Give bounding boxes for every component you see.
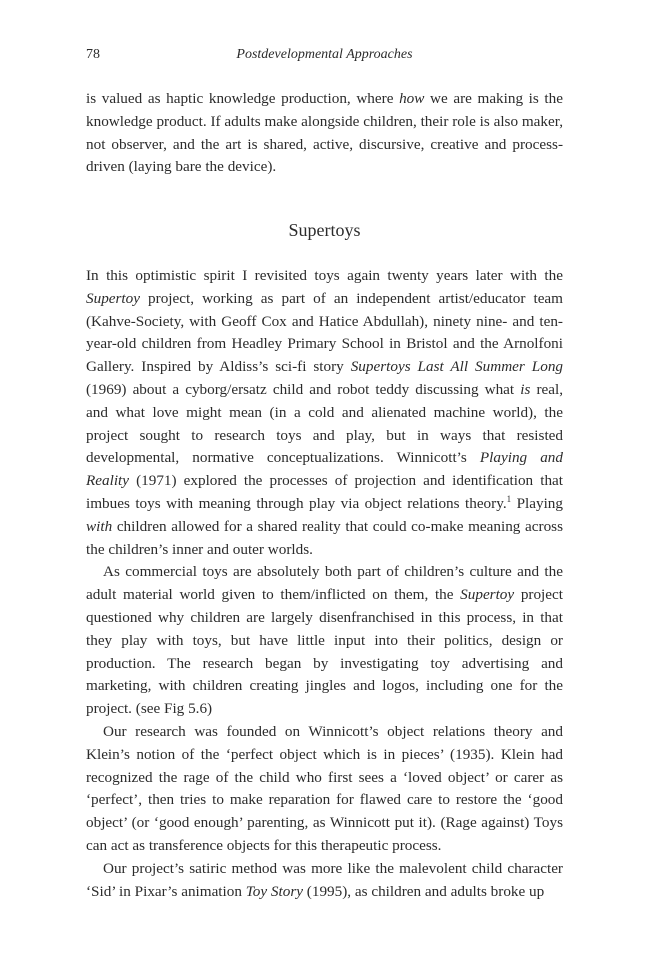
- text-run: is valued as haptic knowledge production, where: [86, 90, 400, 107]
- italic-run: Playing and Reality: [86, 449, 563, 490]
- paragraph-4: [86, 858, 563, 904]
- italic-run: how: [399, 90, 425, 107]
- text-run: (1995), as children and adults broke up: [303, 882, 545, 900]
- italic-run: with: [86, 517, 113, 535]
- text-run: Playing: [511, 494, 563, 512]
- text-run: As commercial toys are absolutely both part of children’s culture and the adult material world given to them/inflicted on them, the: [86, 563, 563, 604]
- text-run: In this optimistic spirit I revisited toys again twenty years later with the: [86, 267, 563, 284]
- paragraph-2: [86, 561, 563, 721]
- italic-run: Toy Story: [245, 882, 303, 900]
- text-run: project, working as part of an independent artist/educator team (Kahve-Society, with Geoff Cox and Hatice Abdullah), ninety nine- and ten-year-old children from Headley Primary School in Bristol and the Arnolfoni Gallery. Inspired by Aldiss’s sci-fi story: [86, 289, 563, 376]
- section-heading: Supertoys: [288, 220, 361, 240]
- italic-run: Supertoy: [460, 586, 515, 604]
- italic-run: Supertoy: [86, 289, 140, 307]
- text-run: real, and what love might mean (in a cold and alienated machine world), the project sought to research toys and play, but in ways that resisted developmental, normative conceptualizations. Winnicott’s: [86, 380, 563, 467]
- paragraph-3: [86, 721, 563, 858]
- text-run: Our project’s satiric method was more like the malevolent child character ‘Sid’ in Pixar’s animation: [86, 859, 563, 900]
- text-run: children allowed for a shared reality that could co-make meaning across the children’s inner and outer worlds.: [86, 517, 563, 558]
- text-run: we are making is the knowledge product. If adults make alongside children, their role is also maker, not observer, and the art is shared, active, discursive, creative and process-driven (laying bare the device).: [86, 90, 563, 176]
- italic-run: Supertoys Last All Summer Long: [350, 358, 564, 376]
- text-run: project questioned why children are largely disenfranchised in this process, in that they play with toys, but have little input into their politics, design or production. The research began by investigating toy advertising and marketing, with children creating jingles and logos, including one for the project. (see Fig 5.6): [86, 586, 563, 718]
- text-run: (1969) about a cyborg/ersatz child and robot teddy discussing what: [86, 380, 521, 398]
- section-body: [86, 265, 563, 903]
- italic-run: is: [520, 380, 531, 398]
- running-title: Postdevelopmental Approaches: [236, 47, 413, 62]
- running-head: [86, 44, 563, 66]
- footnote-marker[interactable]: 1: [506, 493, 512, 504]
- paragraph-1: [86, 265, 563, 561]
- text-run: Our research was founded on Winnicott’s object relations theory and Klein’s notion of the ‘perfect object which is in pieces’ (1935). Klein had recognized the rage of the child who first sees a ‘loved object’ or carer as ‘perfect’, then tries to make reparation for flawed care to restore the ‘good object’ (or ‘good enough’ parenting, as Winnicott put it). (Rage against) Toys can act as transference objects for this therapeutic process.: [86, 722, 563, 854]
- text-run: (1971) explored the processes of projection and identification that imbues toys with meaning through play via object relations theory.: [86, 472, 563, 512]
- page-number: 78: [86, 47, 100, 62]
- intro-paragraph: [86, 88, 563, 179]
